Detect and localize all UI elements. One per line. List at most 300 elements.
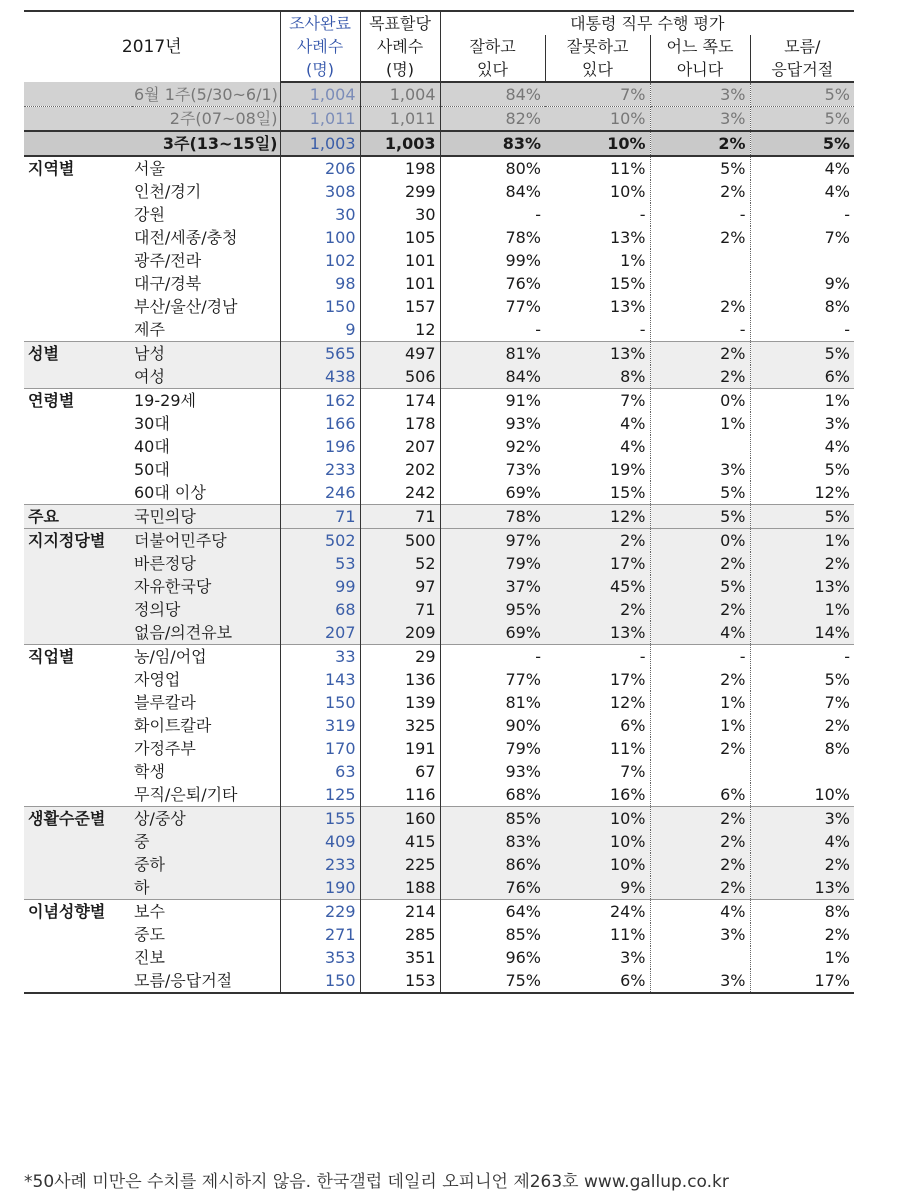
group-label (24, 575, 132, 598)
table-row (24, 203, 854, 226)
table-row (24, 435, 854, 458)
group-label: 생활수준별 (24, 807, 132, 831)
table-row (24, 481, 854, 505)
good-pct: 79% (440, 552, 545, 575)
target-count: 71 (360, 505, 440, 529)
row-label: 60대 이상 (132, 481, 280, 505)
row-label: 6월 1주(5/30~6/1) (132, 82, 280, 107)
target-count: 1,004 (360, 82, 440, 107)
row-label: 보수 (132, 900, 280, 924)
row-label: 하 (132, 876, 280, 900)
row-label: 19-29세 (132, 389, 280, 413)
good-pct: 80% (440, 156, 545, 180)
target-count: 116 (360, 783, 440, 807)
bad-pct: 10% (545, 180, 650, 203)
target-count: 136 (360, 668, 440, 691)
dk-pct: 14% (750, 621, 854, 645)
group-label (24, 621, 132, 645)
completed-count: 100 (280, 226, 360, 249)
bad-pct: 16% (545, 783, 650, 807)
good-pct: 76% (440, 272, 545, 295)
bad-pct: 9% (545, 876, 650, 900)
target-count: 351 (360, 946, 440, 969)
target-count: 415 (360, 830, 440, 853)
bad-pct: 2% (545, 529, 650, 553)
bad-pct: 13% (545, 295, 650, 318)
group-label: 성별 (24, 342, 132, 366)
good-pct: 85% (440, 807, 545, 831)
good-pct: 83% (440, 830, 545, 853)
neither-pct (650, 272, 750, 295)
target-count: 174 (360, 389, 440, 413)
neither-header-1: 어느 쪽도 (650, 35, 750, 58)
completed-count: 68 (280, 598, 360, 621)
table-row (24, 575, 854, 598)
good-pct: 64% (440, 900, 545, 924)
table-row (24, 900, 854, 924)
table-row (24, 807, 854, 831)
dk-pct: 5% (750, 131, 854, 156)
table-row (24, 853, 854, 876)
dk-pct: 13% (750, 876, 854, 900)
target-count: 497 (360, 342, 440, 366)
bad-pct: 13% (545, 226, 650, 249)
neither-pct: 5% (650, 481, 750, 505)
dk-pct: 6% (750, 365, 854, 389)
group-label (24, 203, 132, 226)
neither-pct (650, 249, 750, 272)
neither-pct (650, 946, 750, 969)
dk-pct: 3% (750, 807, 854, 831)
good-pct: 73% (440, 458, 545, 481)
table-row (24, 156, 854, 180)
good-pct: 84% (440, 82, 545, 107)
table-row (24, 876, 854, 900)
bad-pct: 10% (545, 853, 650, 876)
table-row (24, 714, 854, 737)
target-count-header-1: 목표할당 (360, 11, 440, 35)
neither-pct: 2% (650, 853, 750, 876)
bad-header-2: 있다 (545, 58, 650, 82)
target-count: 500 (360, 529, 440, 553)
group-label (24, 107, 132, 132)
neither-pct: 3% (650, 458, 750, 481)
group-label (24, 180, 132, 203)
good-pct: 91% (440, 389, 545, 413)
group-label (24, 412, 132, 435)
target-count: 101 (360, 272, 440, 295)
target-count: 225 (360, 853, 440, 876)
table-row (24, 180, 854, 203)
group-label (24, 691, 132, 714)
completed-count: 30 (280, 203, 360, 226)
good-pct: 93% (440, 760, 545, 783)
row-label: 강원 (132, 203, 280, 226)
good-pct: 99% (440, 249, 545, 272)
neither-pct: 2% (650, 552, 750, 575)
completed-count: 353 (280, 946, 360, 969)
group-label (24, 82, 132, 107)
row-label: 중하 (132, 853, 280, 876)
neither-pct: 2% (650, 342, 750, 366)
group-label (24, 318, 132, 342)
neither-pct: - (650, 645, 750, 669)
completed-count: 166 (280, 412, 360, 435)
completed-count: 190 (280, 876, 360, 900)
completed-count: 1,004 (280, 82, 360, 107)
table-row (24, 830, 854, 853)
target-count: 214 (360, 900, 440, 924)
table-row (24, 737, 854, 760)
target-count: 12 (360, 318, 440, 342)
row-label: 중도 (132, 923, 280, 946)
target-count: 153 (360, 969, 440, 993)
neither-pct: 4% (650, 900, 750, 924)
table-row (24, 295, 854, 318)
neither-pct: 0% (650, 529, 750, 553)
row-label: 여성 (132, 365, 280, 389)
completed-count: 1,011 (280, 107, 360, 132)
target-count: 30 (360, 203, 440, 226)
bad-pct: 11% (545, 737, 650, 760)
completed-count: 565 (280, 342, 360, 366)
good-pct: - (440, 203, 545, 226)
table-body (24, 82, 854, 993)
completed-count: 155 (280, 807, 360, 831)
row-label: 진보 (132, 946, 280, 969)
target-count: 97 (360, 575, 440, 598)
neither-pct: - (650, 203, 750, 226)
completed-count-header-2: 사례수 (280, 35, 360, 58)
bad-pct: 13% (545, 621, 650, 645)
completed-count: 271 (280, 923, 360, 946)
table-row (24, 272, 854, 295)
table-row (24, 458, 854, 481)
row-label: 광주/전라 (132, 249, 280, 272)
neither-pct: 6% (650, 783, 750, 807)
group-label: 지역별 (24, 156, 132, 180)
group-label (24, 668, 132, 691)
table-row (24, 760, 854, 783)
good-pct: - (440, 318, 545, 342)
bad-pct: 17% (545, 552, 650, 575)
group-label (24, 131, 132, 156)
target-count: 202 (360, 458, 440, 481)
dk-pct: 9% (750, 272, 854, 295)
table-row (24, 412, 854, 435)
target-count: 29 (360, 645, 440, 669)
completed-count: 233 (280, 458, 360, 481)
group-label (24, 923, 132, 946)
row-label: 중 (132, 830, 280, 853)
dk-pct: - (750, 203, 854, 226)
evaluation-group-header: 대통령 직무 수행 평가 (440, 11, 854, 35)
group-label (24, 365, 132, 389)
completed-count: 170 (280, 737, 360, 760)
bad-pct: 7% (545, 82, 650, 107)
dk-pct: - (750, 645, 854, 669)
dk-pct: 8% (750, 900, 854, 924)
good-pct: 77% (440, 295, 545, 318)
completed-count: 150 (280, 295, 360, 318)
good-pct: 81% (440, 691, 545, 714)
target-count: 506 (360, 365, 440, 389)
bad-pct: - (545, 203, 650, 226)
bad-pct: 10% (545, 830, 650, 853)
completed-count: 9 (280, 318, 360, 342)
completed-count: 63 (280, 760, 360, 783)
row-label: 자영업 (132, 668, 280, 691)
table-header (24, 11, 854, 82)
target-count: 209 (360, 621, 440, 645)
row-label: 인천/경기 (132, 180, 280, 203)
row-label: 농/임/어업 (132, 645, 280, 669)
neither-pct: 2% (650, 876, 750, 900)
dk-pct: - (750, 318, 854, 342)
table-row (24, 783, 854, 807)
row-label: 학생 (132, 760, 280, 783)
dk-header-1: 모름/ (750, 35, 854, 58)
row-label: 상/중상 (132, 807, 280, 831)
completed-count: 206 (280, 156, 360, 180)
target-count: 105 (360, 226, 440, 249)
neither-pct: 5% (650, 505, 750, 529)
table-row (24, 505, 854, 529)
row-label: 2주(07~08일) (132, 107, 280, 132)
group-label (24, 783, 132, 807)
row-label: 정의당 (132, 598, 280, 621)
dk-pct: 8% (750, 737, 854, 760)
row-label: 바른정당 (132, 552, 280, 575)
neither-pct: 2% (650, 807, 750, 831)
group-label (24, 830, 132, 853)
target-count: 1,011 (360, 107, 440, 132)
good-pct: 86% (440, 853, 545, 876)
completed-count: 98 (280, 272, 360, 295)
good-pct: 78% (440, 505, 545, 529)
neither-pct: 1% (650, 691, 750, 714)
bad-pct: 10% (545, 131, 650, 156)
neither-pct: 0% (650, 389, 750, 413)
dk-pct: 5% (750, 458, 854, 481)
dk-pct: 1% (750, 946, 854, 969)
row-label: 자유한국당 (132, 575, 280, 598)
dk-pct: 5% (750, 82, 854, 107)
neither-pct: 5% (650, 156, 750, 180)
target-count: 242 (360, 481, 440, 505)
group-label: 주요 (24, 505, 132, 529)
group-label (24, 969, 132, 993)
bad-pct: 12% (545, 691, 650, 714)
row-label: 국민의당 (132, 505, 280, 529)
dk-header-2: 응답거절 (750, 58, 854, 82)
row-label: 부산/울산/경남 (132, 295, 280, 318)
good-pct: 83% (440, 131, 545, 156)
group-label (24, 876, 132, 900)
bad-pct: 7% (545, 389, 650, 413)
bad-pct: 6% (545, 714, 650, 737)
good-pct: 75% (440, 969, 545, 993)
group-label (24, 946, 132, 969)
target-count: 1,003 (360, 131, 440, 156)
group-label (24, 272, 132, 295)
target-count: 188 (360, 876, 440, 900)
good-pct: 78% (440, 226, 545, 249)
good-header-2: 있다 (440, 58, 545, 82)
good-pct: 79% (440, 737, 545, 760)
bad-pct: 15% (545, 272, 650, 295)
group-label (24, 435, 132, 458)
neither-pct: 3% (650, 923, 750, 946)
bad-pct: 6% (545, 969, 650, 993)
year-header: 2017년 (24, 11, 280, 82)
completed-count: 71 (280, 505, 360, 529)
good-pct: 84% (440, 365, 545, 389)
row-label: 제주 (132, 318, 280, 342)
bad-pct: 11% (545, 923, 650, 946)
dk-pct: 5% (750, 107, 854, 132)
good-pct: 96% (440, 946, 545, 969)
neither-pct: 3% (650, 82, 750, 107)
dk-pct: 7% (750, 226, 854, 249)
bad-header-1: 잘못하고 (545, 35, 650, 58)
bad-pct: 12% (545, 505, 650, 529)
bad-pct: 10% (545, 807, 650, 831)
group-label: 이념성향별 (24, 900, 132, 924)
dk-pct: 5% (750, 668, 854, 691)
completed-count: 150 (280, 969, 360, 993)
bad-pct: 1% (545, 249, 650, 272)
neither-pct (650, 760, 750, 783)
completed-count-header-1: 조사완료 (280, 11, 360, 35)
table-row (24, 529, 854, 553)
dk-pct: 8% (750, 295, 854, 318)
target-count: 157 (360, 295, 440, 318)
dk-pct: 12% (750, 481, 854, 505)
completed-count: 53 (280, 552, 360, 575)
bad-pct: - (545, 645, 650, 669)
group-label: 지지정당별 (24, 529, 132, 553)
table-row (24, 621, 854, 645)
neither-pct: 2% (650, 668, 750, 691)
target-count: 52 (360, 552, 440, 575)
completed-count-header-3: (명) (280, 58, 360, 82)
bad-pct: 8% (545, 365, 650, 389)
bad-pct: 2% (545, 598, 650, 621)
good-pct: 90% (440, 714, 545, 737)
neither-pct: 1% (650, 412, 750, 435)
group-label (24, 853, 132, 876)
neither-pct: 2% (650, 226, 750, 249)
group-label: 직업별 (24, 645, 132, 669)
table-row (24, 552, 854, 575)
completed-count: 143 (280, 668, 360, 691)
target-count: 178 (360, 412, 440, 435)
good-pct: 69% (440, 481, 545, 505)
bad-pct: 10% (545, 107, 650, 132)
dk-pct: 4% (750, 156, 854, 180)
target-count: 71 (360, 598, 440, 621)
dk-pct: 4% (750, 830, 854, 853)
target-count: 139 (360, 691, 440, 714)
completed-count: 162 (280, 389, 360, 413)
good-header-1: 잘하고 (440, 35, 545, 58)
good-pct: - (440, 645, 545, 669)
table-row (24, 389, 854, 413)
dk-pct (750, 249, 854, 272)
neither-pct: 1% (650, 714, 750, 737)
target-count: 67 (360, 760, 440, 783)
row-label: 모름/응답거절 (132, 969, 280, 993)
good-pct: 69% (440, 621, 545, 645)
group-label: 연령별 (24, 389, 132, 413)
neither-pct: 2% (650, 598, 750, 621)
bad-pct: 7% (545, 760, 650, 783)
good-pct: 92% (440, 435, 545, 458)
table-row (24, 645, 854, 669)
neither-pct: 2% (650, 295, 750, 318)
neither-pct: 2% (650, 180, 750, 203)
neither-pct: 2% (650, 365, 750, 389)
neither-pct: 2% (650, 737, 750, 760)
completed-count: 246 (280, 481, 360, 505)
bad-pct: 4% (545, 435, 650, 458)
neither-pct: 3% (650, 107, 750, 132)
row-label: 없음/의견유보 (132, 621, 280, 645)
completed-count: 233 (280, 853, 360, 876)
neither-pct: 2% (650, 131, 750, 156)
neither-header-2: 아니다 (650, 58, 750, 82)
completed-count: 150 (280, 691, 360, 714)
dk-pct: 5% (750, 342, 854, 366)
table-row (24, 131, 854, 156)
bad-pct: 11% (545, 156, 650, 180)
dk-pct: 17% (750, 969, 854, 993)
survey-table-container (24, 10, 854, 994)
completed-count: 502 (280, 529, 360, 553)
row-label: 대구/경북 (132, 272, 280, 295)
table-row (24, 226, 854, 249)
table-row (24, 946, 854, 969)
table-row (24, 668, 854, 691)
table-row (24, 969, 854, 993)
table-row (24, 82, 854, 107)
bad-pct: 13% (545, 342, 650, 366)
completed-count: 99 (280, 575, 360, 598)
completed-count: 229 (280, 900, 360, 924)
row-label: 대전/세종/충청 (132, 226, 280, 249)
row-label: 무직/은퇴/기타 (132, 783, 280, 807)
target-count: 160 (360, 807, 440, 831)
row-label: 40대 (132, 435, 280, 458)
dk-pct: 10% (750, 783, 854, 807)
group-label (24, 714, 132, 737)
table-row (24, 342, 854, 366)
target-count: 207 (360, 435, 440, 458)
good-pct: 82% (440, 107, 545, 132)
neither-pct: 5% (650, 575, 750, 598)
neither-pct: 2% (650, 830, 750, 853)
completed-count: 207 (280, 621, 360, 645)
table-row (24, 598, 854, 621)
target-count: 299 (360, 180, 440, 203)
good-pct: 81% (440, 342, 545, 366)
footnote: *50사례 미만은 수치를 제시하지 않음. 한국갤럽 데일리 오피니언 제263호 www.gallup.co.kr (24, 1172, 729, 1192)
neither-pct: - (650, 318, 750, 342)
dk-pct: 7% (750, 691, 854, 714)
table-row (24, 318, 854, 342)
completed-count: 33 (280, 645, 360, 669)
